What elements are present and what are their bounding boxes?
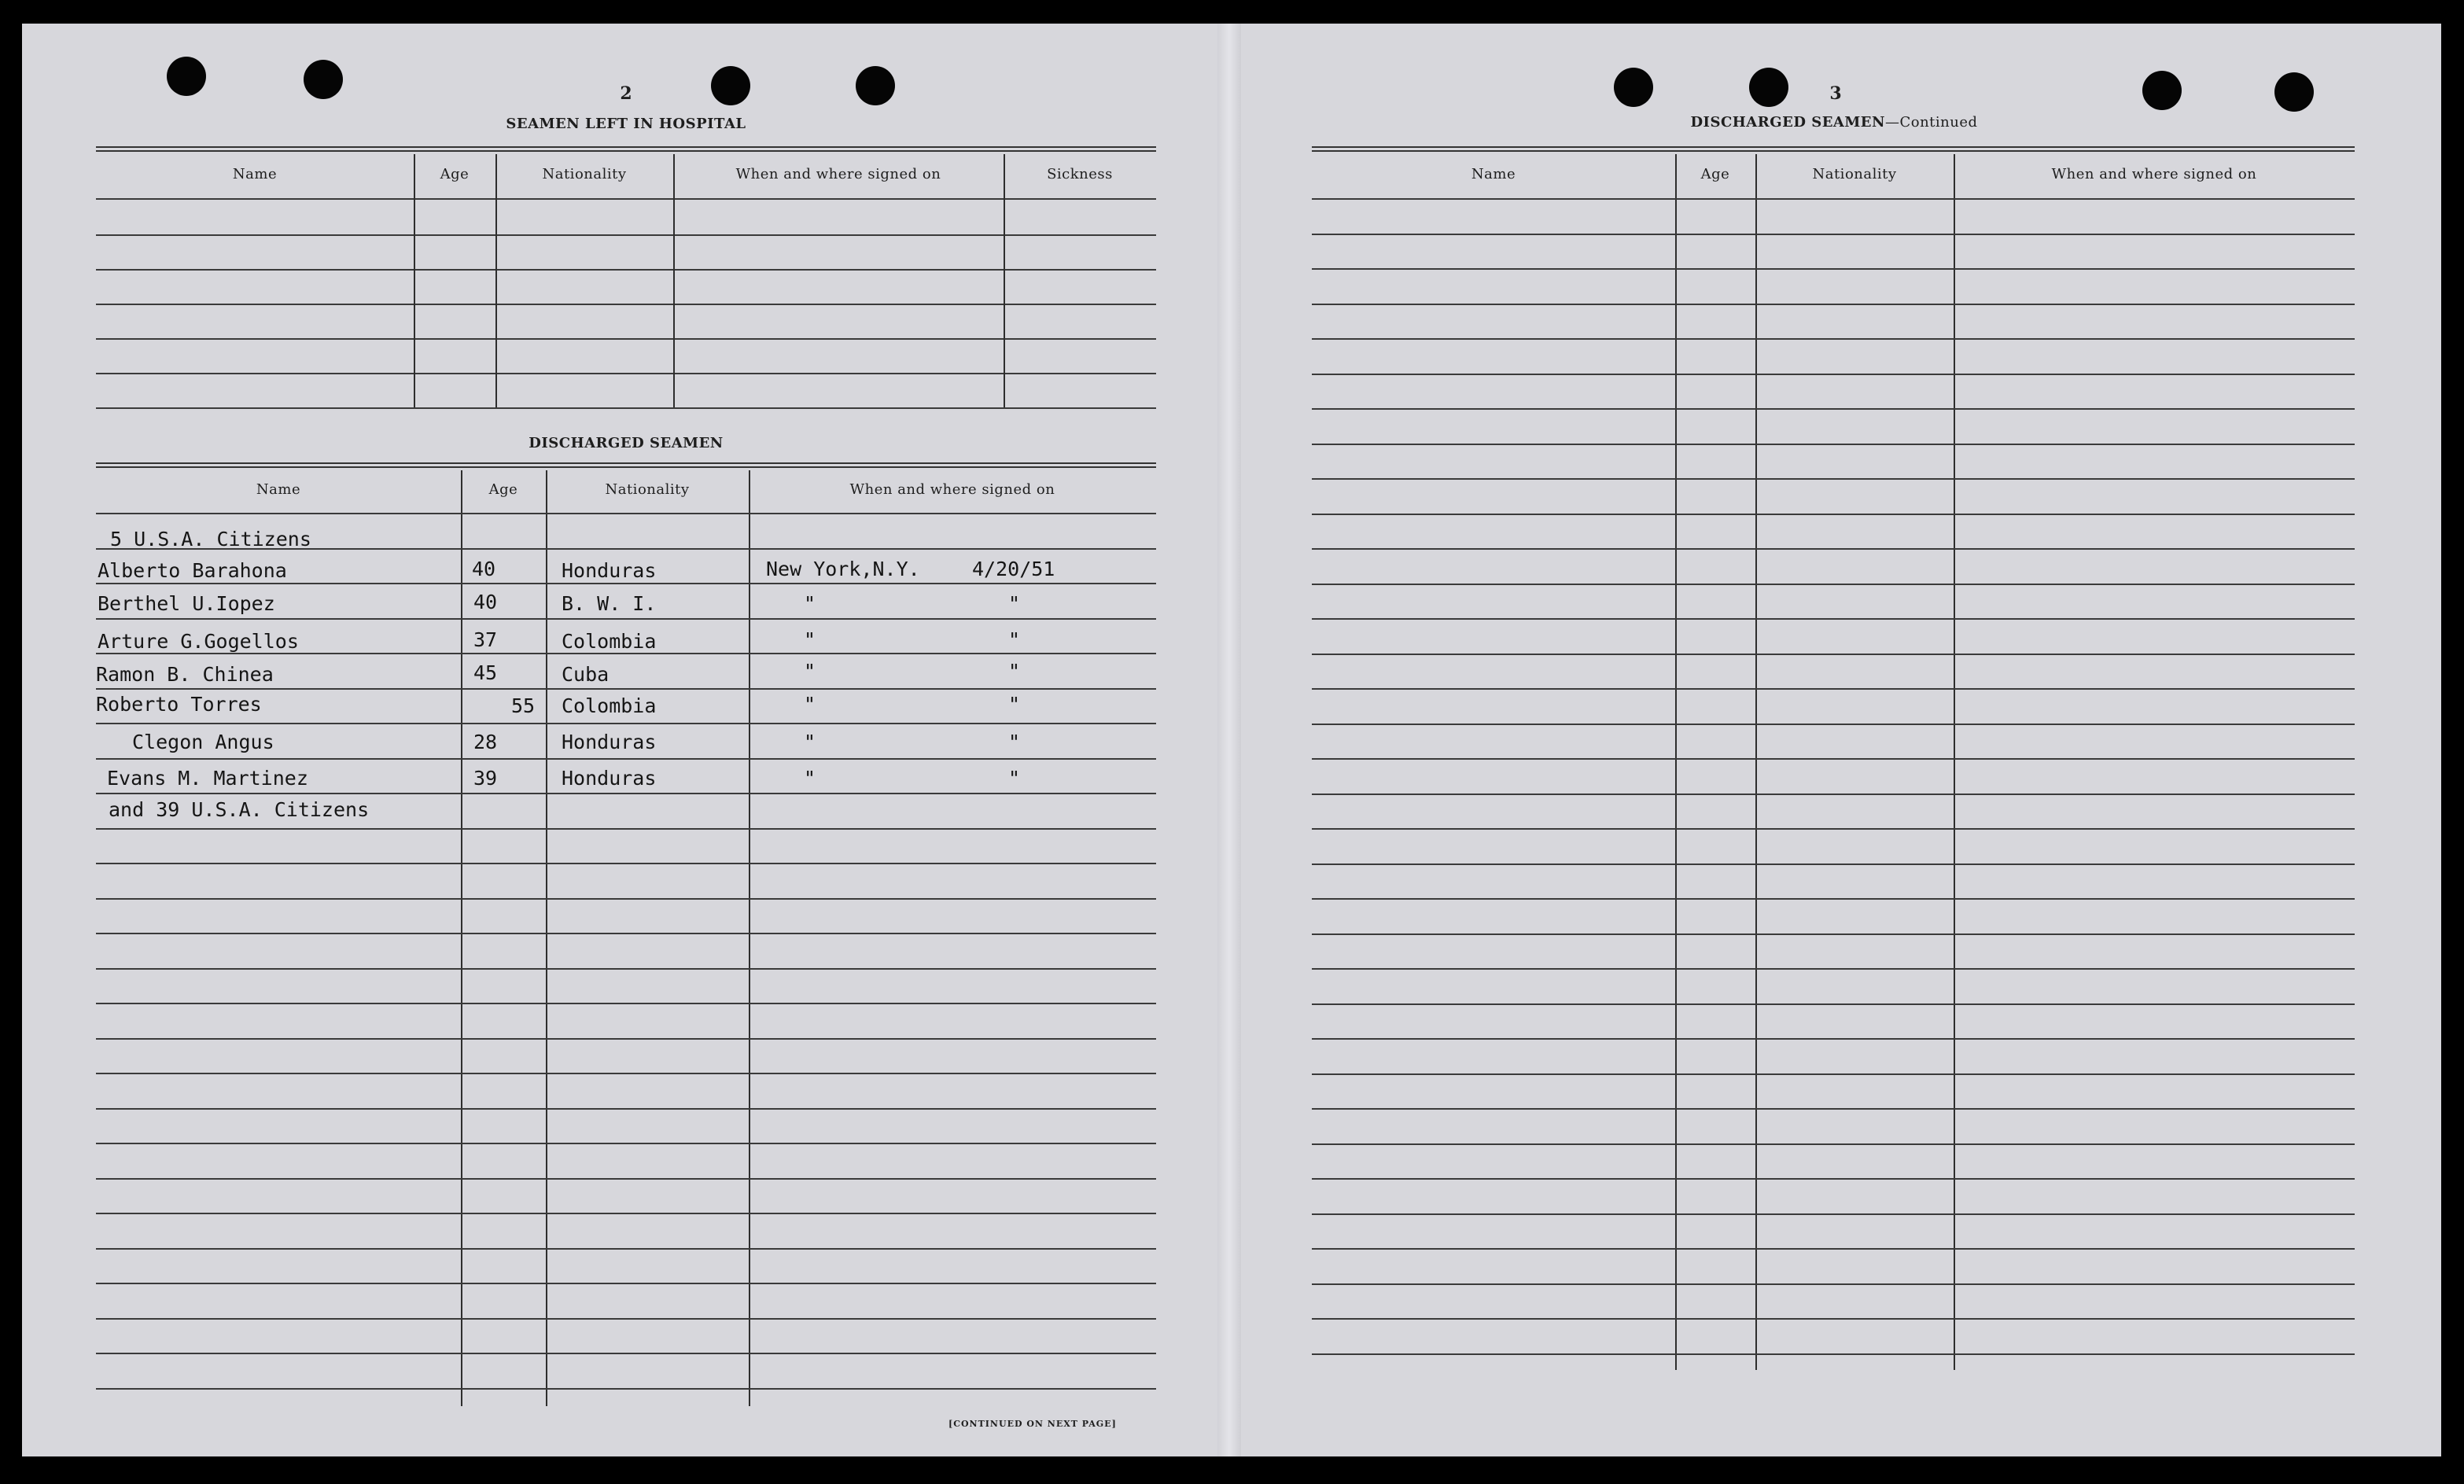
row-line	[1312, 933, 2355, 935]
table-row-signed-date: "	[1008, 660, 1021, 683]
column-header-nationality: Nationality	[605, 481, 690, 498]
column-divider	[495, 154, 497, 407]
title-suffix: —Continued	[1884, 114, 1978, 131]
row-line	[96, 1353, 1156, 1354]
punch-hole	[856, 66, 895, 105]
column-header-nationality: Nationality	[1812, 166, 1897, 182]
table-row-age: 40	[472, 558, 496, 580]
column-divider	[461, 470, 462, 1406]
row-line	[96, 198, 1156, 200]
row-line	[96, 863, 1156, 864]
row-line	[96, 407, 1156, 409]
row-line	[1312, 1248, 2355, 1250]
column-divider	[749, 470, 750, 1406]
row-line	[96, 1248, 1156, 1250]
punch-hole	[304, 60, 343, 99]
table-top-rule	[1312, 146, 2355, 152]
table-row-age: 55	[511, 694, 536, 717]
table-row-age: 37	[473, 628, 498, 651]
row-line	[1312, 234, 2355, 235]
column-header-age: Age	[1700, 166, 1730, 182]
table-top-rule	[96, 462, 1156, 468]
column-divider	[1954, 154, 1955, 1370]
row-line	[1312, 1108, 2355, 1110]
row-line	[1312, 1318, 2355, 1320]
table-row-age: 45	[473, 661, 498, 684]
column-divider	[414, 154, 415, 407]
row-line	[1312, 584, 2355, 585]
row-line	[96, 234, 1156, 236]
table-row-signed-date: "	[1008, 731, 1021, 753]
row-line	[1312, 1143, 2355, 1145]
table-row-signed-date: "	[1008, 628, 1021, 651]
table-row-age: 39	[473, 767, 498, 790]
table-row-name: 5 U.S.A. Citizens	[110, 528, 311, 551]
row-line	[1312, 828, 2355, 830]
column-header-name: Name	[1471, 166, 1516, 182]
row-line	[1312, 374, 2355, 375]
table-row-signed-where: "	[804, 731, 816, 753]
column-header-sickness: Sickness	[1047, 166, 1113, 182]
page-number: 2	[620, 83, 632, 104]
table-row-nationality: B. W. I.	[562, 592, 657, 615]
row-line	[96, 269, 1156, 271]
table-row-signed-date: 4/20/51	[972, 558, 1055, 580]
table-row-name: and 39 U.S.A. Citizens	[109, 798, 370, 821]
row-line	[96, 373, 1156, 374]
column-header-age: Age	[440, 166, 470, 182]
table-row-signed-where: "	[804, 693, 816, 716]
row-line	[1312, 1003, 2355, 1005]
row-line	[96, 1003, 1156, 1004]
table-row-signed-where: "	[804, 660, 816, 683]
row-line	[1312, 1178, 2355, 1180]
table-row-name: Clegon Angus	[132, 731, 274, 753]
column-header-name: Name	[232, 166, 278, 182]
row-line	[96, 1108, 1156, 1110]
table-row-nationality: Honduras	[562, 559, 657, 582]
row-line	[1312, 1038, 2355, 1040]
table-row-signed-where: "	[804, 767, 816, 790]
row-line	[1312, 724, 2355, 725]
row-line	[1312, 514, 2355, 515]
table-row-age: 40	[473, 591, 498, 613]
row-line	[96, 723, 1156, 724]
row-line	[96, 1073, 1156, 1074]
continued-footer: [CONTINUED ON NEXT PAGE]	[948, 1419, 1117, 1429]
row-line	[96, 898, 1156, 900]
row-line	[1312, 968, 2355, 970]
row-line	[1312, 478, 2355, 480]
row-line	[96, 304, 1156, 305]
row-line	[1312, 1073, 2355, 1075]
row-line	[96, 1213, 1156, 1214]
table-row-name: Evans M. Martinez	[107, 767, 308, 790]
column-header-signed-on: When and where signed on	[2051, 166, 2257, 182]
row-line	[96, 1388, 1156, 1390]
punch-hole	[2142, 71, 2182, 110]
row-line	[1312, 1283, 2355, 1285]
row-line	[1312, 688, 2355, 690]
column-divider	[1675, 154, 1677, 1370]
row-line	[1312, 654, 2355, 655]
row-line	[96, 828, 1156, 830]
table-row-name: Arture G.Gogellos	[98, 630, 299, 653]
table-top-rule	[96, 146, 1156, 152]
hospital-section-title: SEAMEN LEFT IN HOSPITAL	[506, 116, 746, 132]
table-row-name: Roberto Torres	[96, 693, 262, 716]
column-divider	[1004, 154, 1005, 407]
row-line	[96, 1283, 1156, 1284]
row-line	[96, 1038, 1156, 1040]
table-row-age: 28	[473, 731, 498, 753]
page-fold	[1217, 24, 1241, 1456]
table-row-signed-where: New York,N.Y.	[766, 558, 920, 580]
column-divider	[1755, 154, 1757, 1370]
punch-hole	[2274, 72, 2314, 112]
row-line	[1312, 864, 2355, 865]
row-line	[96, 793, 1156, 794]
column-header-name: Name	[256, 481, 301, 498]
table-row-signed-date: "	[1008, 592, 1021, 615]
table-row-name: Ramon B. Chinea	[96, 663, 274, 686]
column-header-nationality: Nationality	[542, 166, 627, 182]
row-line	[96, 618, 1156, 620]
row-line	[1312, 898, 2355, 900]
column-header-age: Age	[488, 481, 518, 498]
table-row-name: Berthel U.Iopez	[98, 592, 275, 615]
row-line	[96, 1318, 1156, 1320]
punch-hole	[711, 66, 750, 105]
table-row-signed-date: "	[1008, 767, 1021, 790]
punch-hole	[1614, 68, 1653, 107]
row-line	[96, 513, 1156, 514]
row-line	[1312, 304, 2355, 305]
page-number: 3	[1829, 83, 1842, 104]
punch-hole	[1749, 68, 1788, 107]
row-line	[96, 933, 1156, 934]
row-line	[96, 653, 1156, 654]
row-line	[96, 758, 1156, 760]
title-main: DISCHARGED SEAMEN	[1690, 114, 1885, 131]
row-line	[96, 1143, 1156, 1144]
row-line	[1312, 198, 2355, 200]
row-line	[1312, 794, 2355, 795]
table-row-name: Alberto Barahona	[98, 559, 287, 582]
row-line	[1312, 338, 2355, 340]
row-line	[1312, 444, 2355, 445]
discharged-section-title: DISCHARGED SEAMEN	[529, 435, 724, 451]
row-line	[1312, 758, 2355, 760]
table-row-nationality: Honduras	[562, 767, 657, 790]
table-row-signed-where: "	[804, 592, 816, 615]
table-row-signed-date: "	[1008, 693, 1021, 716]
row-line	[96, 338, 1156, 340]
row-line	[96, 1178, 1156, 1180]
column-divider	[673, 154, 675, 407]
row-line	[1312, 548, 2355, 550]
column-divider	[546, 470, 547, 1406]
row-line	[96, 688, 1156, 690]
table-row-nationality: Colombia	[562, 630, 657, 653]
punch-hole	[167, 57, 206, 96]
table-row-signed-where: "	[804, 628, 816, 651]
column-header-signed-on: When and where signed on	[735, 166, 941, 182]
column-header-signed-on: When and where signed on	[849, 481, 1055, 498]
row-line	[1312, 408, 2355, 410]
table-row-nationality: Colombia	[562, 694, 657, 717]
row-line	[1312, 1353, 2355, 1355]
row-line	[1312, 1213, 2355, 1215]
table-row-nationality: Honduras	[562, 731, 657, 753]
row-line	[96, 968, 1156, 970]
row-line	[1312, 618, 2355, 620]
row-line	[1312, 268, 2355, 270]
table-row-nationality: Cuba	[562, 663, 610, 686]
row-line	[96, 583, 1156, 584]
discharged-continued-title	[1637, 114, 2031, 131]
